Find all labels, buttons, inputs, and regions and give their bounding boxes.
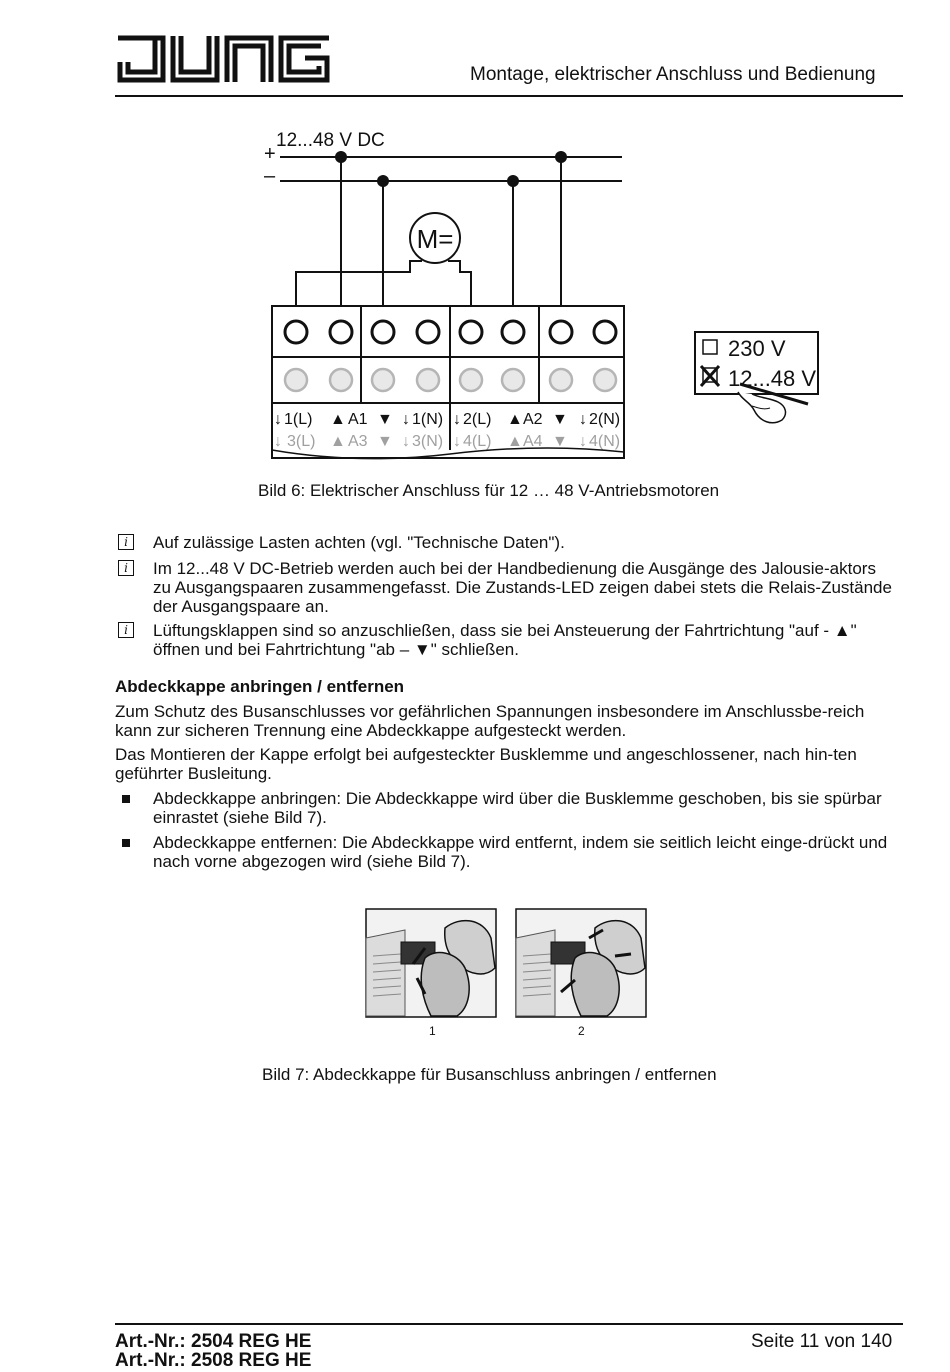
footer-divider (115, 1323, 903, 1325)
terminal-label: A4 (523, 433, 543, 450)
note-text: Auf zulässige Lasten achten (vgl. "Technische Daten"). (153, 533, 565, 552)
terminal-label: 3(N) (412, 433, 444, 450)
header-divider (115, 95, 903, 97)
info-icon: i (118, 622, 134, 638)
page-header-title: Montage, elektrischer Anschluss und Bedienung (470, 64, 876, 85)
terminal-label: A2 (523, 411, 543, 428)
svg-text:↓: ↓ (579, 411, 587, 428)
selector-dc-label: 12...48 V (728, 366, 817, 391)
logo-text: JUNG (115, 32, 118, 33)
minus-label: – (264, 165, 276, 187)
svg-text:▲: ▲ (507, 411, 523, 428)
article-number: Art.-Nr.: 2504 REG HE (115, 1331, 312, 1352)
selector-230-label: 230 V (728, 336, 786, 361)
terminal-label: 2(N) (589, 411, 621, 428)
svg-text:↓: ↓ (453, 433, 461, 450)
figure-6-caption: Bild 6: Elektrischer Anschluss für 12 … 48 V-Antriebsmotoren (258, 481, 720, 500)
terminal-label: 1(N) (412, 411, 444, 428)
svg-text:▼: ▼ (377, 433, 393, 450)
bullet-icon (122, 795, 130, 803)
wiring-diagram (260, 120, 640, 470)
terminal-label: 4(L) (463, 433, 492, 450)
info-icon: i (118, 534, 134, 550)
bullet-text: Abdeckkappe entfernen: Die Abdeckkappe wird entfernt, indem sie seitlich leicht einge-drückt und nach vorne abgezogen wird (siehe Bild 7). (153, 833, 888, 871)
terminal-label: A3 (348, 433, 368, 450)
svg-text:▼: ▼ (552, 411, 568, 428)
photo-label-2: 2 (578, 1024, 585, 1038)
paragraph: Das Montieren der Kappe erfolgt bei aufgesteckter Busklemme und angeschlossener, nach hin-ten geführter Busleitung. (115, 745, 857, 783)
jung-logo (115, 32, 333, 91)
svg-text:▲: ▲ (330, 411, 346, 428)
svg-text:↓: ↓ (274, 411, 282, 428)
terminal-label: 4(N) (589, 433, 621, 450)
terminal-label: A1 (348, 411, 368, 428)
terminal-label: 2(L) (463, 411, 492, 428)
bullet-text: Abdeckkappe anbringen: Die Abdeckkappe wird über die Busklemme geschoben, bis sie spürbar einrastet (siehe Bild 7). (153, 789, 882, 827)
svg-text:↓: ↓ (402, 433, 410, 450)
note-text: Lüftungsklappen sind so anzuschließen, dass sie bei Ansteuerung der Fahrtrichtung "auf - ▲" öffnen und bei Fahrtrichtung "ab – ▼" schließen. (153, 621, 857, 659)
info-icon: i (118, 560, 134, 576)
supply-label: 12...48 V DC (276, 130, 385, 151)
note-text: Im 12...48 V DC-Betrieb werden auch bei der Handbedienung die Ausgänge des Jalousie-aktors zu Ausgangspaaren zusammengefasst. Die Zustands-LED zeigen dabei stets die Relais-Zustände der Ausgangspaare an. (153, 559, 892, 616)
cover-cap-photo-1 (366, 909, 496, 1017)
page-number: Seite 11 von 140 (751, 1331, 893, 1352)
photo-label-1: 1 (429, 1024, 436, 1038)
svg-text:▼: ▼ (552, 433, 568, 450)
cover-cap-photo-2 (516, 909, 646, 1017)
section-heading: Abdeckkappe anbringen / entfernen (115, 677, 405, 696)
svg-text:↓: ↓ (453, 411, 461, 428)
terminal-label: 1(L) (284, 411, 313, 428)
terminal-label: 3(L) (287, 433, 316, 450)
motor-label: M= (416, 224, 454, 254)
voltage-selector-label (690, 330, 825, 435)
figure-7-caption: Bild 7: Abdeckkappe für Busanschluss anbringen / entfernen (262, 1065, 717, 1084)
svg-text:▲: ▲ (330, 433, 346, 450)
svg-text:↓: ↓ (402, 411, 410, 428)
svg-text:↓: ↓ (274, 433, 282, 450)
article-number: Art.-Nr.: 2508 REG HE (115, 1350, 312, 1371)
svg-text:▲: ▲ (507, 433, 523, 450)
cover-cap-figure (365, 908, 650, 1048)
bullet-icon (122, 839, 130, 847)
paragraph: Zum Schutz des Busanschlusses vor gefährlichen Spannungen insbesondere im Anschlussbe-reich kann zur sicheren Trennung eine Abdeckkappe aufgesteckt werden. (115, 702, 865, 740)
svg-text:▼: ▼ (377, 411, 393, 428)
plus-label: + (264, 143, 276, 165)
svg-text:↓: ↓ (579, 433, 587, 450)
